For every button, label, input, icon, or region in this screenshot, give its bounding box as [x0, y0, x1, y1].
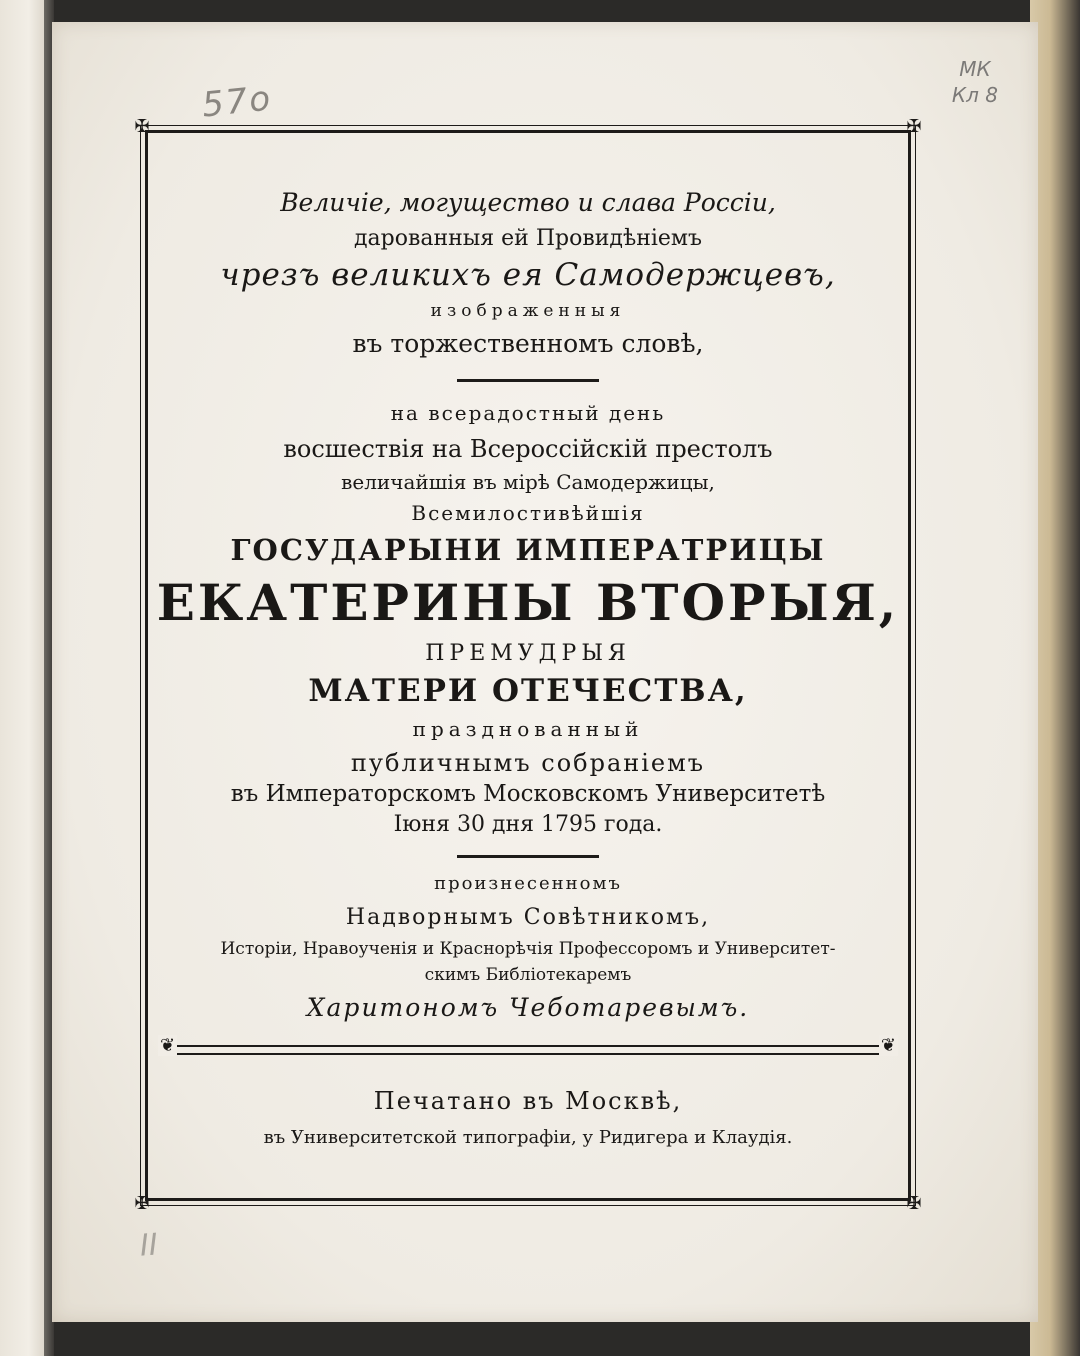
title-line-18: произнесенномъ — [434, 873, 622, 894]
left-page-edge — [0, 0, 48, 1356]
title-line-13: МАТЕРИ ОТЕЧЕСТВА, — [308, 673, 748, 709]
title-line-8: величайшія въ мірѣ Самодержицы, — [341, 470, 715, 494]
title-line-9: Всемилостивѣйшія — [411, 501, 645, 525]
title-line-11: ЕКАТЕРИНЫ ВТОРЫЯ, — [156, 573, 900, 632]
title-line-12: ПРЕМУДРЫЯ — [425, 641, 631, 666]
short-rule — [457, 855, 599, 858]
pencil-corner-mark-1: МК — [959, 57, 991, 81]
title-line-17: Іюня 30 дня 1795 года. — [393, 812, 663, 837]
corner-ornament-icon: ✠ — [906, 1193, 922, 1214]
title-line-1: Величіе, могущество и слава Россіи, — [280, 188, 776, 217]
corner-ornament-icon: ✠ — [906, 116, 922, 137]
title-text-block — [148, 133, 908, 1198]
title-line-20: Исторіи, Нравоученія и Краснорѣчія Профессоромъ и Университет- — [220, 939, 836, 959]
fleuron-icon: ❦ — [880, 1035, 896, 1056]
title-line-21: скимъ Библіотекаремъ — [424, 965, 632, 985]
title-line-3: чрезъ великихъ ея Самодержцевъ, — [220, 257, 836, 293]
title-line-10: ГОСУДАРЫНИ ИМПЕРАТРИЦЫ — [230, 533, 826, 567]
pencil-shelf-mark: 57о — [200, 78, 274, 126]
title-page — [52, 22, 1038, 1322]
ornamental-divider — [160, 1035, 896, 1056]
title-line-15: публичнымъ собраніемъ — [350, 749, 706, 777]
corner-ornament-icon: ✠ — [134, 1193, 150, 1214]
title-line-16: въ Императорскомъ Московскомъ Университетѣ — [230, 781, 826, 807]
pencil-corner-mark-2: Кл 8 — [951, 83, 998, 107]
imprint-line-2: въ Университетской типографіи, у Ридигера и Клаудія. — [263, 1127, 793, 1148]
title-line-14: празднованный — [412, 717, 644, 741]
title-line-5: въ торжественномъ словѣ, — [352, 329, 704, 358]
title-line-19: Надворнымъ Совѣтникомъ, — [345, 905, 711, 930]
title-frame — [134, 116, 922, 1214]
title-line-2: дарованныя ей Провидѣніемъ — [353, 226, 703, 251]
imprint-line-1: Печатано въ Москвѣ, — [373, 1087, 683, 1115]
short-rule — [457, 379, 599, 382]
title-line-4: изображенныя — [430, 301, 626, 321]
fleuron-icon: ❦ — [160, 1035, 176, 1056]
title-line-7: восшествія на Всероссійскій престолъ — [283, 435, 773, 463]
corner-ornament-icon: ✠ — [134, 116, 150, 137]
title-line-6: на всерадостный день — [390, 401, 666, 425]
pencil-bottom-mark: II — [138, 1227, 159, 1264]
pencil-corner-marks — [952, 56, 998, 108]
title-line-22: Харитономъ Чеботаревымъ. — [306, 993, 750, 1022]
